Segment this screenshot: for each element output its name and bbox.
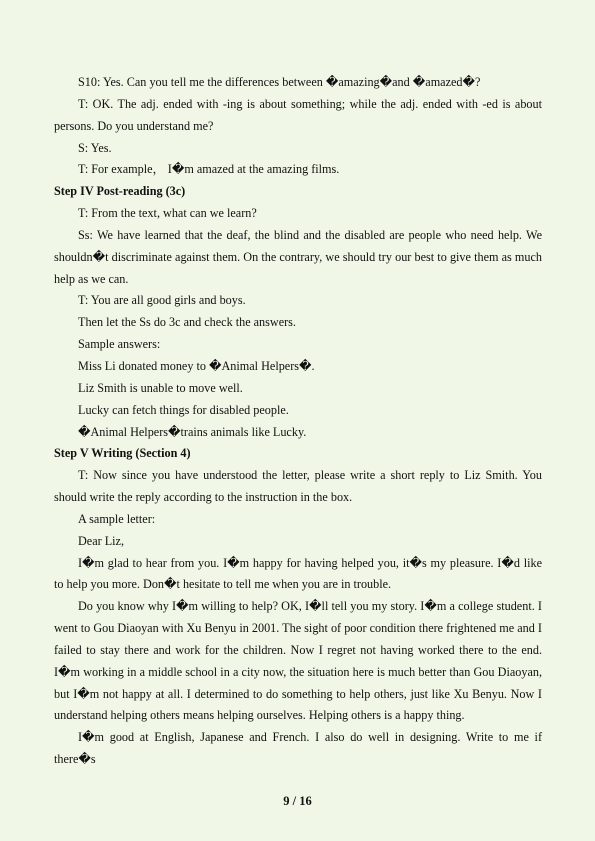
heading-step-5: Step V Writing (Section 4) [54, 446, 191, 461]
paragraph-t-praise: T: You are all good girls and boys. [78, 293, 246, 308]
document-body [54, 72, 542, 771]
sample-answer-2: Liz Smith is unable to move well. [78, 380, 243, 395]
paragraph-t-question: T: From the text, what can we learn? [78, 206, 257, 221]
paragraph-s10-question: S10: Yes. Can you tell me the differences between �amazing�and �amazed�? [78, 75, 481, 89]
sample-answer-4: �Animal Helpers�trains animals like Lucky. [78, 424, 307, 439]
sample-answer-3: Lucky can fetch things for disabled people. [78, 402, 289, 417]
paragraph-s-yes: S: Yes. [78, 140, 112, 155]
letter-salutation: Dear Liz, [78, 533, 125, 548]
paragraph-t-example: T: For example， I�m amazed at the amazing films. [78, 162, 340, 177]
paragraph-t-writing-task: T: Now since you have understood the letter, please write a short reply to Liz Smith. You should write the reply according to the instruction in the box. [54, 468, 542, 505]
paragraph-ss-answer: Ss: We have learned that the deaf, the blind and the disabled are people who need help. We shouldn�t discriminate against them. On the contrary, we should try our best to give them as much help as we can. [54, 227, 542, 286]
letter-paragraph-3: I�m good at English, Japanese and French. I also do well in designing. Write to me if there�s [54, 730, 542, 767]
sample-answer-1: Miss Li donated money to �Animal Helpers�. [78, 358, 315, 373]
heading-step-4: Step IV Post-reading (3c) [54, 184, 186, 199]
paragraph-sample-answers-label: Sample answers: [78, 337, 161, 352]
letter-paragraph-1: I�m glad to hear from you. I�m happy for having helped you, it�s my pleasure. I�d like to help you more. Don�t hesitate to tell me when you are in trouble. [54, 555, 542, 592]
letter-paragraph-2: Do you know why I�m willing to help? OK, I�ll tell you my story. I�m a college student. I went to Gou Diaoyan with Xu Benyu in 2001. The sight of poor condition there frightened me and I failed to stay there and work for the children. Now I regret not having worked there to the end. I�m working in a middle school in a city now, the situation here is much better than Gou Diaoyan, but I�m not happy at all. I determined to do something to help others, just like Xu Benyu. Now I understand helping others means helping ourselves. Helping others is a happy thing. [54, 599, 542, 723]
paragraph-sample-letter-label: A sample letter: [78, 511, 156, 526]
paragraph-instruction-3c: Then let the Ss do 3c and check the answers. [78, 315, 296, 330]
page-number: 9 / 16 [283, 794, 312, 808]
paragraph-t-adj-explanation: T: OK. The adj. ended with -ing is about something; while the adj. ended with -ed is about persons. Do you understand me? [54, 96, 542, 133]
